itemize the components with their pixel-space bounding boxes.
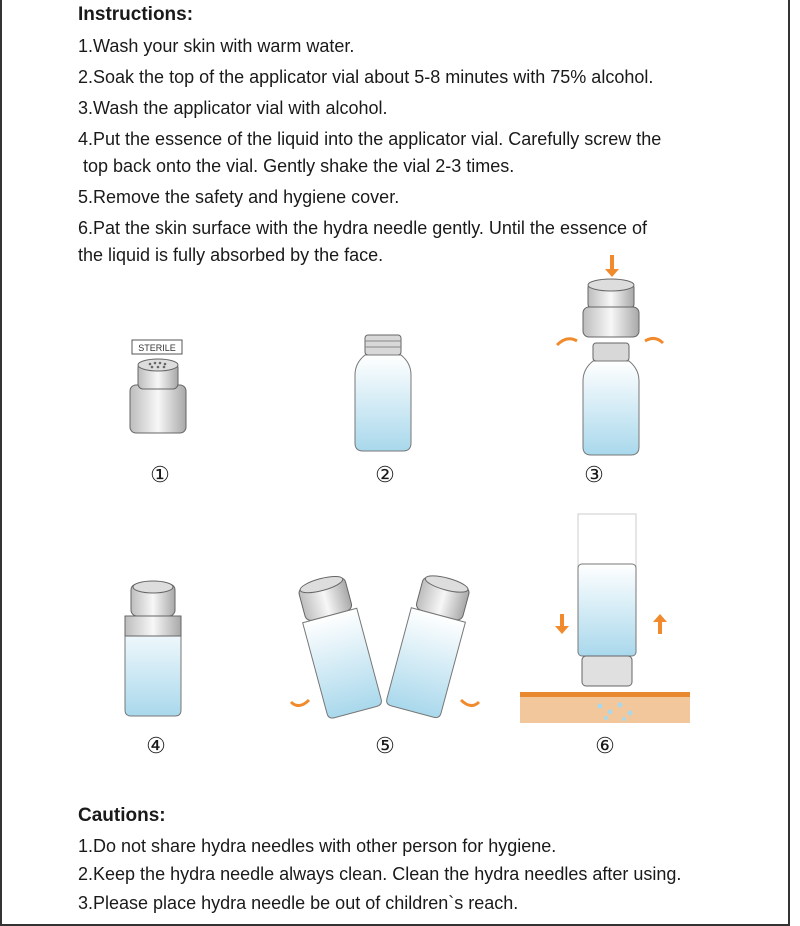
- instruction-line-6: 6.Pat the skin surface with the hydra needle gently. Until the essence of: [78, 218, 647, 238]
- instruction-line-2: 2.Soak the top of the applicator vial about 5-8 minutes with 75% alcohol.: [78, 67, 654, 87]
- up-arrow-icon: [653, 614, 667, 634]
- instruction-line-3: 3.Wash the applicator vial with alcohol.: [78, 98, 388, 118]
- caution-line-3: 3.Please place hydra needle be out of children`s reach.: [78, 893, 519, 913]
- sterile-label: STERILE: [138, 343, 176, 353]
- instruction-line-1: 1.Wash your skin with warm water.: [78, 36, 355, 56]
- down-arrow-icon: [555, 614, 569, 634]
- figure-2-open-vial: [345, 335, 425, 455]
- step-number-6: ⑥: [595, 733, 615, 758]
- rotate-right-arrow-icon: [461, 700, 479, 706]
- step-number-4: ④: [146, 733, 166, 758]
- caution-line-1: 1.Do not share hydra needles with other person for hygiene.: [78, 836, 557, 856]
- rotate-left-arrow-icon: [291, 700, 309, 706]
- down-arrow-icon: [605, 255, 619, 277]
- rotate-right-arrow-icon: [645, 338, 663, 343]
- figure-4-capped-vial: [115, 580, 195, 720]
- step-number-1: ①: [150, 462, 170, 487]
- step-number-3: ③: [584, 462, 604, 487]
- figure-3-screw-cap: [545, 255, 675, 465]
- instruction-line-5: 5.Remove the safety and hygiene cover.: [78, 187, 400, 207]
- cautions-heading: Cautions:: [78, 805, 166, 826]
- instruction-line-4b: top back onto the vial. Gently shake the vial 2-3 times.: [78, 156, 515, 176]
- step-number-2: ②: [375, 462, 395, 487]
- figure-1-sterile-cap: [120, 335, 210, 445]
- instructions-heading: Instructions:: [78, 4, 194, 25]
- skin-surface: [520, 692, 690, 697]
- step-number-5: ⑤: [375, 733, 395, 758]
- caution-line-2: 2.Keep the hydra needle always clean. Clean the hydra needles after using.: [78, 864, 682, 884]
- instruction-line-4: 4.Put the essence of the liquid into the applicator vial. Carefully screw the: [78, 129, 662, 149]
- figure-6-pat-skin: [520, 510, 690, 725]
- rotate-left-arrow-icon: [557, 339, 577, 345]
- figure-5-shake-vial: [285, 560, 485, 730]
- instruction-line-6b: the liquid is fully absorbed by the face.: [78, 245, 384, 265]
